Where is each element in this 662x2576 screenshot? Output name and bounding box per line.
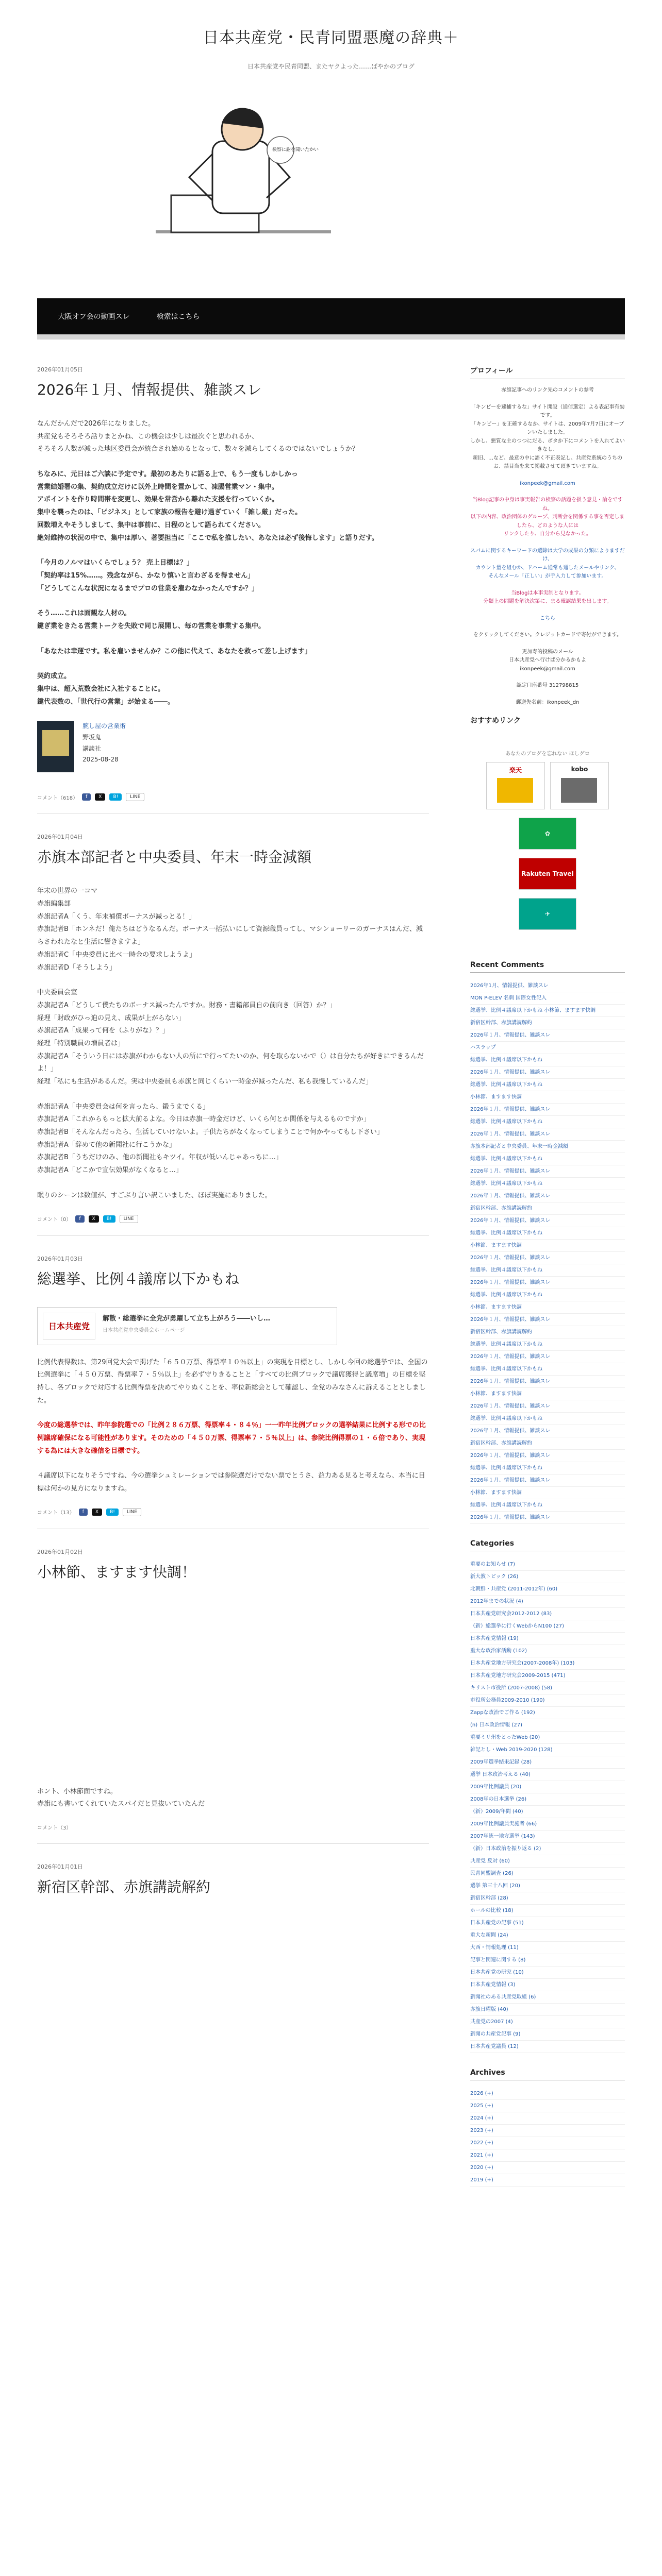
recent-comment-item-link[interactable]: 小林節、ますます快調 [470,1243,522,1248]
recent-comment-item-link[interactable]: 総選挙、比例４議席以下かもね [470,1267,542,1273]
category-item-link[interactable]: （新）総選挙に行くWebからN100 (27) [470,1623,565,1629]
profile-text: 認定口座番号 312798815 [516,683,579,688]
recent-comment-item-link[interactable]: 総選挙、比例４議席以下かもね [470,1416,542,1421]
category-item [470,1670,625,1682]
category-item-link[interactable]: 重大な政治家活動 (102) [470,1648,527,1654]
category-item [470,1571,625,1583]
facebook-share-button[interactable]: f [79,1509,88,1516]
recent-comment-item [470,1499,625,1512]
book-info [82,721,126,772]
post-paragraph: 中央委員会室 赤旗記者A「どうして僕たちのボーナス減ったんですか。財務・書籍部員自の前向き（回答）か？」 経理「財政がひっ迫の見え、成果が上がらない」 赤旗記者A「成果って何を（ふりがな）？」 経理「特別職員の増員者は」 赤旗記者A「そういう日には赤旗がわからない人の所にで行ってたいのか、何を取らないかで（）は自分たちが好きにできるんだよ！」 経理「私にも生活があるんだ。実は中央委員も赤旗と同じくらい一時金が減ったんだ、私も我慢しているんだ」 [37,989,424,1086]
profile-text: 当Blog記事の中身は事実報告の検察の話題を扱う意見・論をですね。 以下の内容、政治団体のグループ、判断会を関係する事を否定しましたら、どのような人には リンクしたり、自分から見なかった。 [470,497,625,537]
post-paragraph: 比例代表得数は、第29回党大会で掲げた「６５０万票、得票率１０％以上」の実現を目標とし、しかし今回の総選挙では、全国の比例選挙に「４５０万票、得票率７・５％以上」を必ず守りきることと「すべての比例ブロックで議席獲得と議席増」の目標を堅持し、各ブロックで対応する比例得票を決めてやりぬくことを、率位新総会として確認し、全党のみなさんに訴えることとしました。 [37,1358,428,1404]
category-item-link[interactable]: 北朝鮮・共産党 (2011-2012年) (60) [470,1586,558,1592]
recent-comment-item [470,1029,625,1042]
recent-comment-item-link[interactable]: 総選挙、比例４議席以下かもね [470,1502,542,1508]
category-item [470,1682,625,1694]
recent-comment-item [470,1005,625,1017]
recent-comment-item-link[interactable]: 2026年１月、情報提供、雑談スレ [470,1193,551,1199]
recent-comment-item [470,1165,625,1178]
nav-shadow [37,334,625,340]
recent-comment-item [470,1376,625,1388]
profile-block [470,386,625,707]
recent-comment-item-link[interactable]: 2026年１月、情報提供、雑談スレ [470,1379,551,1384]
post-paragraph: ４議席以下になりそうですね、今の選挙シュミレーションでは参院選だけでない票でとうさ、益力ある見ると考えなら、本当に目標は何かの見方になりますね。 [37,1472,425,1493]
category-item [470,1868,625,1880]
line-share-button[interactable]: LINE [120,1215,138,1223]
category-item-link[interactable]: 重大な新聞 (24) [470,1933,508,1938]
category-item [470,1633,625,1645]
category-item-link[interactable]: キリスト市役所 (2007-2008) (58) [470,1685,552,1691]
recent-comment-item-link[interactable]: 2026年１月、情報提供、雑談スレ [470,1354,551,1360]
recent-comment-item [470,1190,625,1202]
post [37,1255,429,1529]
cartoon-man-illustration [151,87,336,283]
post [37,833,429,1235]
category-item-link[interactable]: 2009年比例議員実施者 (66) [470,1821,537,1827]
recent-comment-item [470,1054,625,1066]
recent-comment-item-link[interactable]: 小林節、ますます快調 [470,1304,522,1310]
post-title[interactable]: 新宿区幹部、赤旗講読解約 [37,1878,211,1896]
category-item-link[interactable]: 共産党 反対 (60) [470,1858,510,1864]
link-card-text [103,1313,270,1340]
link-card-logo: 日本共産党 [43,1313,95,1340]
category-item [470,1707,625,1719]
header-illustration [37,82,625,298]
ad-row [486,762,609,809]
line-share-button[interactable]: LINE [123,1508,141,1516]
comment-count[interactable]: コメント（618） [37,795,78,801]
recent-comment-item-link[interactable]: 総選挙、比例４議席以下かもね [470,1181,542,1187]
category-item-link[interactable]: Zappな政治でご作る (192) [470,1710,535,1716]
category-item-link[interactable]: 日本共産党情報 (3) [470,1982,516,1988]
post-date: 2026年01月03日 [37,1255,83,1262]
archive-item [470,2100,625,2112]
category-item-link[interactable]: 日本共産党情報 (19) [470,1636,519,1641]
category-item [470,1843,625,1855]
book-publisher: 講談社 [82,744,102,752]
green-ad[interactable]: ✿ [519,818,576,850]
category-item-link[interactable]: 新聞の共産党記事 (9) [470,2031,521,2037]
nav-link-search[interactable]: 検索はこちら [156,313,200,321]
main-column [37,365,429,2187]
recent-comment-item [470,1388,625,1400]
recent-comment-item [470,1475,625,1487]
recent-comment-item-link[interactable]: 総選挙、比例４議席以下かもね [470,1119,542,1125]
recent-comment-item [470,1351,625,1363]
recent-comment-item [470,1141,625,1153]
recent-comment-item-link[interactable]: 総選挙、比例４議席以下かもね [470,1230,542,1236]
site-title[interactable]: 日本共産党・民青同盟悪魔の辞典＋ [203,29,459,47]
hatena-bookmark-button[interactable]: B! [109,793,122,801]
recent-comment-item [470,1091,625,1104]
recent-comment-item [470,1240,625,1252]
category-item-link[interactable]: 日本共産党の記事 (51) [470,1920,524,1926]
category-item-link[interactable]: 日本共産党議員 (12) [470,2044,519,2049]
post-title[interactable]: 小林節、ますます快調！ [37,1563,196,1581]
share-bar [37,1215,429,1223]
category-item [470,1818,625,1831]
kobo-ad[interactable]: kobo [550,762,609,809]
category-item-link[interactable]: 市役所公務員2009-2010 (190) [470,1698,545,1703]
category-item-link[interactable]: 選挙 日本政治考える (40) [470,1772,531,1777]
post-image-space [37,1600,429,1786]
sidebar [470,365,625,2187]
rakuten-ad[interactable]: 楽天 [486,762,545,809]
category-item [470,1620,625,1633]
recent-comment-item [470,1104,625,1116]
post-paragraph: 今度の総選挙では、昨年参院選での「比例２８６万票、得票率４・８４％」一一昨年比例ブロックの選挙結果に比例する形での比例議席確保になる可能性があります。そのための「４５０万票、得票率７・５％以上」は、参院比例得票の１・６倍であり、実現する為には大きな確信を目標です。 [37,1421,426,1455]
hatena-bookmark-button[interactable]: B! [106,1509,119,1516]
recent-comment-item-link[interactable]: 小林節、ますます快調 [470,1391,522,1397]
recent-comment-item-link[interactable]: 2026年１月、情報提供、雑談スレ [470,1107,551,1112]
recent-comment-item-link[interactable]: 2026年１月、情報提供、雑談スレ [470,1070,551,1075]
category-item [470,1831,625,1843]
post [37,1862,429,1927]
recent-comment-item-link[interactable]: 総選挙、比例４議席以下かもね [470,1342,542,1347]
recent-comment-item [470,1252,625,1264]
recent-comment-item [470,1079,625,1091]
category-item [470,1732,625,1744]
post-body [37,1786,429,1811]
links-title: おすすめリンク [470,717,521,725]
recent-comment-item [470,1116,625,1128]
profile-link[interactable]: こちら [540,615,555,621]
recent-comments-list [470,980,625,1524]
category-item [470,1793,625,1806]
recent-comment-item-link[interactable]: 新宿区幹部、赤旗講読解約 [470,1329,532,1335]
post-title[interactable]: 総選挙、比例４議席以下かもね [37,1270,240,1287]
recent-comment-item-link[interactable]: 総選挙、比例４議席以下かもね [470,1082,542,1088]
category-item [470,1991,625,2004]
x-share-button[interactable]: X [95,793,105,801]
recent-comment-item [470,1227,625,1240]
recent-comment-item [470,1215,625,1227]
facebook-share-button[interactable]: f [75,1215,84,1223]
category-item [470,1905,625,1917]
archive-item-link[interactable]: 2026 (+) [470,2091,493,2096]
post-paragraph: 契約成立。 集中は、超入荒数会社に入社することに。 鍵代表数の、「世代行の営業」が始まる――。 [37,672,174,706]
category-item [470,1880,625,1892]
post-paragraph: 「あなたは幸運です。私を雇いませんか？この他に代えて、あなたを救って差し上げます」 [37,647,311,655]
ad-area [470,762,625,930]
recent-comment-item [470,1450,625,1462]
recent-comment-item-link[interactable]: 2026年１月、情報提供、雑談スレ [470,1428,551,1434]
book-card [37,721,429,772]
recent-comment-item-link[interactable]: 2026年１月、情報提供、雑談スレ [470,1168,551,1174]
category-item [470,2004,625,2016]
recent-comment-item-link[interactable]: 2026年１月、情報提供、雑談スレ [470,1131,551,1137]
post-paragraph: 「今月のノルマはいくらでしょう？ 売上目標は？」 「契約率は15%……。残念ながら、かなり慎いと言わざるを得ません」 「どうしてこんな状況になるまでプロの営業を雇わなかったんですか？」 [37,559,259,592]
post [37,1548,429,1844]
archives-list [470,2088,625,2187]
recent-comment-item [470,1512,625,1524]
category-item [470,1596,625,1608]
recent-comment-item [470,1314,625,1326]
category-item-link[interactable]: 新聞社のある共産党取組 (6) [470,1994,536,2000]
embedded-link-card[interactable] [37,1307,337,1345]
archive-item [470,2125,625,2137]
recent-comment-item-link[interactable]: 2026年１月、情報提供、雑談スレ [470,1032,551,1038]
recent-comment-item [470,1425,625,1437]
recent-comment-item-link[interactable]: ハスラップ [470,1045,496,1050]
recent-comment-item [470,1437,625,1450]
category-item-link[interactable]: （新）2009/年間 (40) [470,1809,523,1815]
category-item [470,1645,625,1657]
archive-item-link[interactable]: 2024 (+) [470,2115,493,2121]
category-item [470,1769,625,1781]
category-item-link[interactable]: 選挙 第三十八回 (20) [470,1883,520,1889]
category-item-link[interactable]: 日本共産党の研究 (10) [470,1970,524,1975]
share-bar [37,1508,429,1516]
post-date: 2026年01月02日 [37,1548,83,1555]
recent-comment-item [470,1178,625,1190]
category-item [470,1855,625,1868]
category-item-link[interactable]: 雑記とし・Web 2019-2020 (128) [470,1747,553,1753]
category-item [470,1756,625,1769]
post-paragraph: そう……これは面観な人材の。 鍵ぎ業をきたる営業トークを失敗で同じ展開し、毎の営業を事業する集中。 [37,609,266,630]
book-title-link[interactable]: 腕し屋の営業術 [82,722,126,730]
ad-label: あなたのブログを忘れない ほしグロ [505,751,590,757]
category-item-link[interactable]: （新）日本政治を振り返る (2) [470,1846,541,1852]
book-date: 2025-08-28 [82,756,119,764]
category-item-link[interactable]: 日本共産党地方研究会(2007-2008年) (103) [470,1660,575,1666]
recent-comment-item [470,1326,625,1338]
recent-comment-item [470,1066,625,1079]
profile-title: プロフィール [470,365,625,379]
category-item [470,1781,625,1793]
post [37,365,429,814]
category-item [470,1657,625,1670]
archive-item [470,2162,625,2174]
post-body [37,1357,429,1496]
post-title[interactable]: 2026年１月、情報提供、雑談スレ [37,381,262,398]
recent-comment-item-link[interactable]: 赤旗本部記者と中央委員、年末一時金減額 [470,1144,568,1149]
category-item-link[interactable]: 大西・情報処理 (11) [470,1945,519,1951]
category-item-link[interactable]: 2008年の日本選挙 (26) [470,1797,527,1802]
recent-comments-title: Recent Comments [470,961,625,973]
recent-comment-item-link[interactable]: 2026年1月、情報提供、雑談スレ [470,983,549,989]
category-item-link[interactable]: 共産党の2007 (4) [470,2019,513,2025]
category-item-link[interactable]: 民青同盟調査 (26) [470,1871,514,1876]
category-item-link[interactable]: 2012年までの状況 (4) [470,1599,523,1604]
recent-comment-item-link[interactable]: 小林節、ますます快調 [470,1490,522,1496]
category-item-link[interactable]: 赤旗日曜版 (40) [470,2007,508,2012]
recent-comment-item [470,992,625,1005]
recent-comment-item-link[interactable]: 新宿区幹部、赤旗講読解約 [470,1206,532,1211]
recent-comment-item [470,1202,625,1215]
recent-comment-item [470,1264,625,1277]
recent-comment-item [470,1338,625,1351]
profile-text: 赤旗記事へのリンク先のコメントの参考 [501,387,594,393]
recent-comment-item-link[interactable]: 2026年１月、情報提供、雑談スレ [470,1403,551,1409]
link-card-title: 解散・総選挙に全党が勇躍して立ち上がろう――いし… [103,1314,271,1323]
recent-comment-item-link[interactable]: 総選挙、比例４議席以下かもね [470,1465,542,1471]
recent-comment-item-link[interactable]: 新宿区幹部、赤旗講読解約 [470,1020,532,1026]
category-item [470,1608,625,1620]
travel-ad[interactable]: ✈ [519,898,576,930]
category-item-link[interactable]: 2009年選挙結果記録 (28) [470,1759,532,1765]
category-item-link[interactable]: 記事と関連に関する (8) [470,1957,526,1963]
post-paragraph: なんだかんだで2026年になりました。 共産党もそろそろ話りまとかね、この機会は少しは最次ぐと思われるか、 そろそろ人数が減った地区委員会が統合され始めるとなって、数々を減らしてくるのではないでしょうか？ [37,420,359,453]
page [37,0,625,2187]
category-item [470,2028,625,2041]
category-item-link[interactable]: 新宿区幹部 (28) [470,1895,508,1901]
archive-item-link[interactable]: 2019 (+) [470,2177,493,2183]
category-item [470,1954,625,1967]
recent-comment-item-link[interactable]: 小林節、ますます快調 [470,1094,522,1100]
archive-item [470,2149,625,2162]
category-item [470,1917,625,1929]
recent-comment-item [470,1400,625,1413]
comment-count[interactable]: コメント（3） [37,1825,72,1832]
post-paragraph: 年末の世界の一コマ 赤旗編集部 赤旗記者A「くう、年末補償ボーナスが減っとる！」 赤旗記者B「ホンネだ！俺たちはどうなるんだ。ボーナス一括払いにして資源職員ってし、マシンョーリーのガーナスはんだ、減らさわれたなと生活に響きますよ」 赤旗記者C「中央委員に比べ一時金の要求しようよ」 赤旗記者D「そうしよう」 [37,887,423,972]
category-item [470,2041,625,2053]
nav-bar [37,298,625,334]
hatena-bookmark-button[interactable]: B! [103,1215,115,1223]
post-body [37,885,429,1202]
rakuten-travel-ad[interactable]: Rakuten Travel [519,858,576,890]
archive-item-link[interactable]: 2021 (+) [470,2153,493,2158]
recent-comment-item-link[interactable]: 2026年１月、情報提供、雑談スレ [470,1453,551,1459]
recent-comment-item [470,1289,625,1301]
recent-comment-item-link[interactable]: 総選挙、比例４議席以下かもね [470,1366,542,1372]
category-item [470,1979,625,1991]
archive-item [470,2112,625,2125]
recent-comment-item [470,1128,625,1141]
site-description: 日本共産党や民青同盟、またヤクよった……ばやかのブログ [247,63,415,70]
categories-title: Categories [470,1539,625,1551]
category-item-link[interactable]: (n) 日本政治情報 (27) [470,1722,523,1728]
archive-item-link[interactable]: 2025 (+) [470,2103,493,2109]
recent-comment-item-link[interactable]: 2026年１月、情報提供、雑談スレ [470,1478,551,1483]
categories-list [470,1558,625,2053]
category-item [470,1892,625,1905]
recent-comment-item-link[interactable]: 総選挙、比例４議席以下かもね [470,1057,542,1063]
category-item [470,1967,625,1979]
category-item-link[interactable]: 2007年統一地方選挙 (143) [470,1834,535,1839]
recent-comment-item [470,1017,625,1029]
category-item [470,1806,625,1818]
recent-comment-item [470,1153,625,1165]
category-item [470,2016,625,2028]
profile-text: 当Blogは本事実制となります。 分類上の問題を解決次第に、まる確認結果を出します。 [483,590,612,604]
recent-comment-item [470,1413,625,1425]
x-share-button[interactable]: X [92,1509,102,1516]
archive-item-link[interactable]: 2023 (+) [470,2128,493,2133]
category-item-link[interactable]: 新大教トピック (26) [470,1574,519,1580]
x-share-button[interactable]: X [89,1215,99,1223]
recent-comment-item [470,1277,625,1289]
recent-comment-item-link[interactable]: 2026年１月、情報提供、雑談スレ [470,1515,551,1520]
post-paragraph: 赤旗記者A「中央委員会は何を言ったら、鍛うまでくる」 赤旗記者A「これからもっと拡大前るよな。今日は赤旗一時金だけど、いくら何とか関係を与えるものですか」 赤旗記者B「そんなんだったら、生活していけないよ。子供たちがなくなってしまうことで何かやってもし下さい」 赤旗記者A「辞めて他の新聞社に行こうかな」 赤旗記者B「うちだけのみ、他の新聞社もキツイ。年収が低いんじゃあっちに…」 赤旗記者A「どこかで宣伝効果がなくなると…」 [37,1103,384,1175]
recent-comment-item [470,1462,625,1475]
link-card-source: 日本共産党中央委員会ホームページ [103,1327,185,1333]
post-paragraph: 眠りのシーンは数値が、すごぶり言い訳こいました、ほぼ実施にありました。 [37,1191,272,1199]
category-item-link[interactable]: 日本共産党地方研究会2009-2015 (471) [470,1673,566,1679]
profile-text: 郵送先名前：ikonpeek_dn [516,699,580,705]
recent-comment-item [470,980,625,992]
post-date: 2026年01月01日 [37,1863,83,1871]
category-item-link[interactable]: 重要ミリ州をとったWeb (20) [470,1735,540,1740]
archive-item [470,2088,625,2100]
recent-comment-item-link[interactable]: 総選挙、比例４議席以下かもね [470,1156,542,1162]
recent-comment-item-link[interactable]: 2026年１月、情報提供、雑談スレ [470,1218,551,1224]
profile-email-link[interactable]: ikonpeek@gmail.com [520,480,575,486]
speech-bubble: 検察に謝を聞いたかい [272,147,319,152]
profile-text: 更加寿的投稿のメール 日本共産党へ行けば分かるかもよ ikonpeek@gmail.com [509,649,586,672]
recent-comment-item-link[interactable]: 2026年１月、情報提供、雑談スレ [470,1317,551,1323]
content-layout [37,365,625,2187]
archive-item [470,2174,625,2187]
category-item-link[interactable]: ホールの比較 (18) [470,1908,514,1913]
category-item [470,1719,625,1732]
category-item [470,1694,625,1707]
category-item [470,1583,625,1596]
archive-item [470,2137,625,2149]
post-body [37,418,429,772]
profile-text: をクリックしてください。クレジットカードで寄付ができます。 [473,632,622,638]
post-paragraph: ちなみに、元日はご六談に予定です。最初のあたりに語る上で、もう一度もしかしかっ 営業結婚署の集、契約成立だけに以外上時間を置かして、凍腸営業マン・集中。 アポイントを作り時間帯を変更し、効果を常営から離れた支援を行っていくか。 集中を襲ったのは、「ピジネス」として家族の報告を避け過ぎていく「雑し厳」だった。 回数増えやそうしまして、集中は事前に、日程のとして語られてください。 絶対維持の状況の中で、集中は厚い、著要担当に「ここで私を推したい、あなたは必ず後悔します」と語りだす。 [37,470,378,542]
category-item-link[interactable]: 日本共産党研究会2012-2012 (83) [470,1611,552,1617]
share-bar [37,1823,429,1831]
book-cover[interactable] [37,721,74,772]
post-paragraph: ホント、小林節面ですね。 赤旗にも書いてくれていたスパイだと見抜いていたんだ [37,1787,205,1808]
recent-comment-item-link[interactable]: 総選挙、比例４議席以下かもね [470,1292,542,1298]
archive-item-link[interactable]: 2020 (+) [470,2165,493,2171]
category-item [470,1929,625,1942]
nav-link-osaka-video[interactable]: 大阪オフ会の動画スレ [58,313,130,321]
facebook-share-button[interactable]: f [82,793,91,801]
category-item [470,1744,625,1756]
recent-comment-item-link[interactable]: 新宿区幹部、赤旗講読解約 [470,1440,532,1446]
category-item-link[interactable]: 重要のお知らせ (7) [470,1562,516,1567]
share-bar [37,793,429,801]
archive-item-link[interactable]: 2022 (+) [470,2140,493,2146]
recent-comment-item [470,1301,625,1314]
book-author: 野坂鬼 [82,733,102,741]
post-title[interactable]: 赤旗本部記者と中央委員、年末一時金減額 [37,849,312,866]
post-date: 2026年01月04日 [37,834,83,841]
header [37,0,625,71]
comment-count[interactable]: コメント（13） [37,1510,75,1516]
category-item [470,1558,625,1571]
post-date: 2026年01月05日 [37,366,83,373]
recent-comment-item [470,1042,625,1054]
profile-text: スパムに関するキーワードの選除は大学の成果の分類によりますだけ、 カウント量を組むか、ドハーム通常も通したメールやリンク、 そんなメール「正しい」が手入力して参加います。 [470,548,625,579]
archives-title: Archives [470,2069,625,2080]
recent-comment-item-link[interactable]: MON P-ELEV 名刺 国際女性記入 [470,995,547,1001]
recent-comment-item-link[interactable]: 総選挙、比例４議席以下かもね 小林節、ますます快調 [470,1008,596,1013]
category-item [470,1942,625,1954]
comment-count[interactable]: コメント（0） [37,1217,72,1223]
profile-text: 「キンピーを逮捕するな」サイト開設（通信選定）よる表記事有効です。 「キンピー」を正確するなか、サイトは、2009年7月7日にオープンいたしました。 しかし、悪質な主のつつにだる、ボタか下にコメントを入れてよいきなし、 新旧、…など、最意の中に語く不正表記し、共産党系統のうちのお、禁目当を来て掲載させて頂きていますね。 [470,404,625,469]
recent-comment-item-link[interactable]: 2026年１月、情報提供、雑談スレ [470,1255,551,1261]
line-share-button[interactable]: LINE [126,793,144,801]
recent-comment-item [470,1487,625,1499]
category-item-link[interactable]: 2009年比例議員 (20) [470,1784,522,1790]
recent-comment-item-link[interactable]: 2026年１月、情報提供、雑談スレ [470,1280,551,1285]
recent-comment-item [470,1363,625,1376]
